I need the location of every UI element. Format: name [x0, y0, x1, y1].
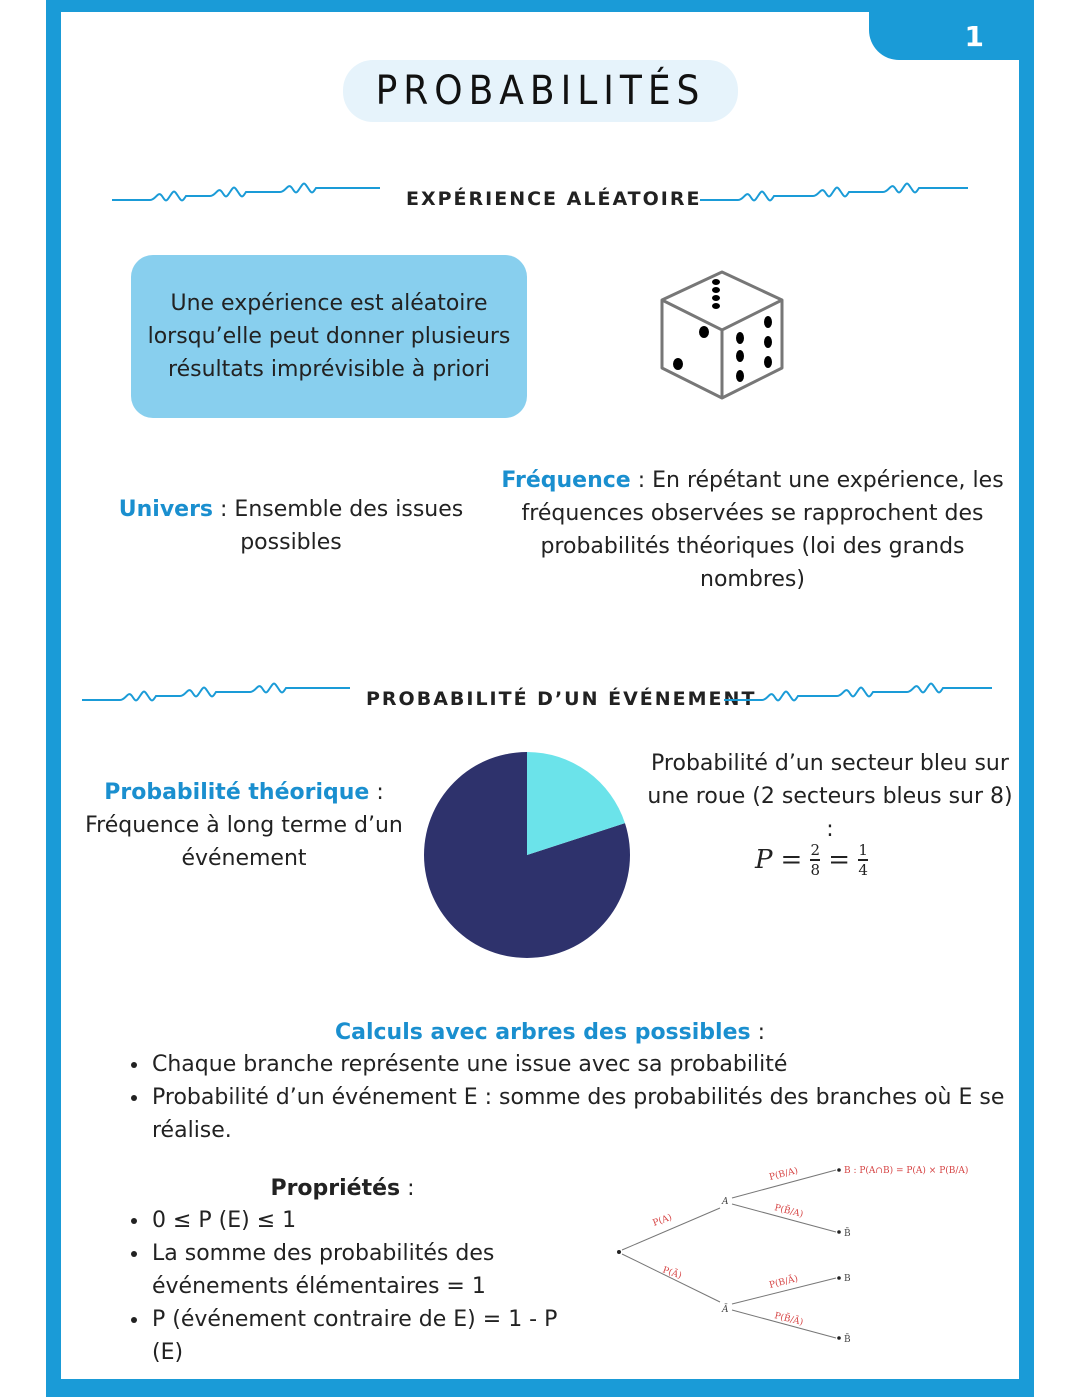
tree-leaf-B2: B [844, 1274, 851, 1284]
tree-node-A: A [722, 1197, 729, 1207]
univers-text: : Ensemble des issues possibles [213, 497, 464, 555]
proprietes-heading [220, 1172, 465, 1205]
univers-definition [112, 493, 470, 559]
frac1-den: 8 [810, 860, 821, 879]
theorique-definition [84, 776, 404, 875]
fraction-2-8 [810, 842, 820, 878]
list-item: • P (événement contraire de E) = 1 - P (E) [150, 1303, 590, 1369]
tree-pBgAbar: P(B/Ā) [768, 1274, 800, 1291]
frac2-den: 4 [858, 860, 868, 879]
theorique-text: : Fréquence à long terme d’un événement [85, 780, 403, 871]
list-item: • Probabilité d’un événement E : somme des probabilités des branches où E se réalise. [150, 1081, 1020, 1147]
probability-formula [755, 842, 868, 878]
page-number-tab [869, 12, 1034, 60]
definition-text: Une expérience est aléatoire lorsqu’elle peut donner plusieurs résultats imprévisible à priori [147, 291, 511, 382]
squiggle-right-2 [722, 680, 994, 710]
tree-leaf-Bbar2: B̄ [844, 1335, 851, 1345]
proprietes-colon: : [400, 1176, 415, 1201]
dice-icon [656, 268, 788, 404]
squiggle-right-1 [698, 180, 970, 210]
pie-chart [422, 750, 632, 960]
tree-pAbar: P(Ā) [660, 1265, 683, 1282]
page-number: 1 [964, 19, 984, 53]
theorique-term: Probabilité théorique [104, 780, 370, 805]
univers-term: Univers [118, 497, 214, 522]
page-title: PROBABILITÉS [343, 60, 738, 122]
probability-tree [612, 1160, 1002, 1350]
list-item: • 0 ≤ P (E) ≤ 1 [150, 1204, 590, 1237]
section-heading-probabilite: PROBABILITÉ D’UN ÉVÉNEMENT [366, 688, 757, 710]
definition-box [131, 255, 527, 418]
list-item: • La somme des probabilités des événements élémentaires = 1 [150, 1237, 590, 1303]
formula-eq2: = [828, 844, 851, 875]
fraction-1-4 [858, 842, 868, 878]
formula-eq1: = [780, 844, 803, 875]
tree-node-Abar: Ā [722, 1305, 729, 1315]
formula-p: P [755, 844, 773, 875]
proprietes-list [120, 1204, 590, 1369]
tree-pA: P(A) [651, 1212, 674, 1229]
tree-leaf-B-formula: B : P(A∩B) = P(A) × P(B/A) [844, 1166, 969, 1176]
frequence-term: Fréquence [501, 468, 631, 493]
tree-pBbargA: P(B̄/A) [773, 1203, 805, 1220]
tree-pBgA: P(B/A) [768, 1166, 800, 1183]
list-item: • Chaque branche représente une issue avec sa probabilité [150, 1048, 1020, 1081]
squiggle-left-2 [80, 680, 352, 710]
squiggle-left-1 [110, 180, 382, 210]
frequence-text: : En répétant une expérience, les fréquences observées se rapprochent des probabilités théoriques (loi des grands nombres) [521, 468, 1004, 592]
arbres-colon: : [750, 1020, 766, 1045]
frac1-num: 2 [810, 841, 821, 859]
arbres-term: Calculs avec arbres des possibles [334, 1020, 751, 1045]
tree-pBbargAbar: P(B̄/Ā) [773, 1311, 805, 1328]
frequence-definition [500, 464, 1005, 596]
roue-text: Probabilité d’un secteur bleu sur une roue (2 secteurs bleus sur 8) : [647, 751, 1013, 842]
tree-leaf-Bbar1: B̄ [844, 1229, 851, 1239]
arbres-list [120, 1048, 1020, 1147]
frac2-num: 1 [858, 841, 868, 859]
arbres-heading [300, 1016, 800, 1049]
proprietes-term: Propriétés [270, 1176, 401, 1201]
section-heading-experience: EXPÉRIENCE ALÉATOIRE [406, 188, 702, 210]
